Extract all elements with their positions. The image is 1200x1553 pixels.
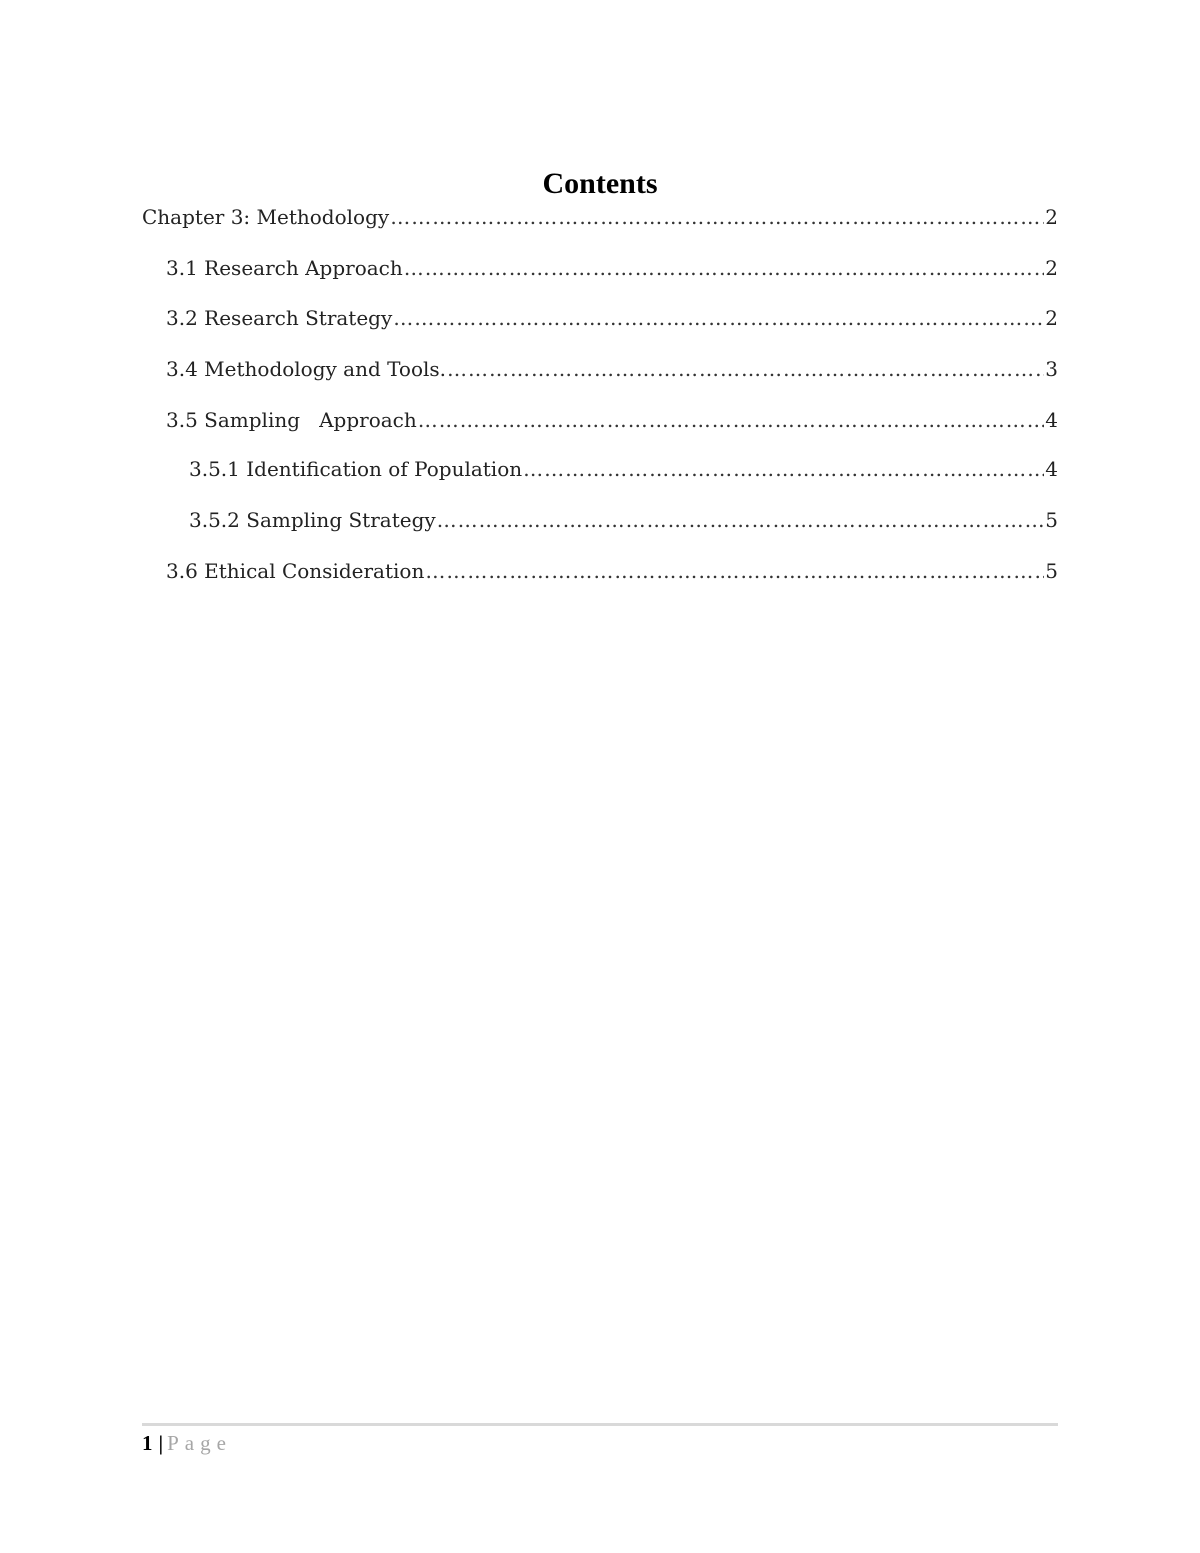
- toc-leader-dots: [425, 554, 1044, 588]
- toc-entry-label: 3.5.2 Sampling Strategy: [189, 508, 436, 532]
- toc-entry-page: 3: [1045, 357, 1058, 381]
- toc-entry-page: 2: [1045, 205, 1058, 229]
- toc-leader-dots: [523, 452, 1044, 486]
- toc-entry-label: 3.6 Ethical Consideration: [166, 559, 425, 583]
- page-footer: [142, 1428, 232, 1458]
- toc-entry-label: Chapter 3: Methodology: [142, 205, 390, 229]
- toc-entry-page: 2: [1045, 306, 1058, 330]
- toc-leader-dots: [404, 251, 1045, 285]
- toc-entry-label: 3.4 Methodology and Tools.: [166, 357, 447, 381]
- toc-entry-label: 3.2 Research Strategy: [166, 306, 393, 330]
- toc-entry-chapter-3[interactable]: [142, 200, 1058, 234]
- toc-entry-label: 3.1 Research Approach: [166, 256, 403, 280]
- toc-leader-dots: [390, 200, 1044, 234]
- toc-leader-dots: [393, 301, 1044, 335]
- toc-entry-page: 2: [1045, 256, 1058, 280]
- toc-leader-dots: [418, 403, 1045, 437]
- toc-entry-page: 5: [1045, 508, 1058, 532]
- toc-entry-page: 4: [1045, 457, 1058, 481]
- toc-entry-3-6[interactable]: [142, 554, 1058, 588]
- toc-entry-page: 5: [1045, 559, 1058, 583]
- footer-divider: [142, 1423, 1058, 1426]
- toc-leader-dots: [447, 352, 1044, 386]
- toc-entry-label: 3.5.1 Identification of Population: [189, 457, 523, 481]
- toc-entry-page: 4: [1045, 408, 1058, 432]
- footer-page-number: 1: [142, 1431, 153, 1455]
- toc-title: Contents: [542, 167, 658, 200]
- toc-entry-3-5-2[interactable]: [142, 503, 1058, 537]
- footer-separator: |: [158, 1431, 164, 1455]
- toc-entry-3-2[interactable]: [142, 301, 1058, 335]
- toc-entry-3-5-1[interactable]: [142, 452, 1058, 486]
- toc-leader-dots: [437, 503, 1045, 537]
- toc-entry-label: 3.5 Sampling Approach: [166, 408, 417, 432]
- toc-entry-3-4[interactable]: [142, 352, 1058, 386]
- toc-entry-3-1[interactable]: [142, 251, 1058, 285]
- toc-entry-3-5[interactable]: [142, 403, 1058, 437]
- footer-page-word: Page: [167, 1431, 232, 1455]
